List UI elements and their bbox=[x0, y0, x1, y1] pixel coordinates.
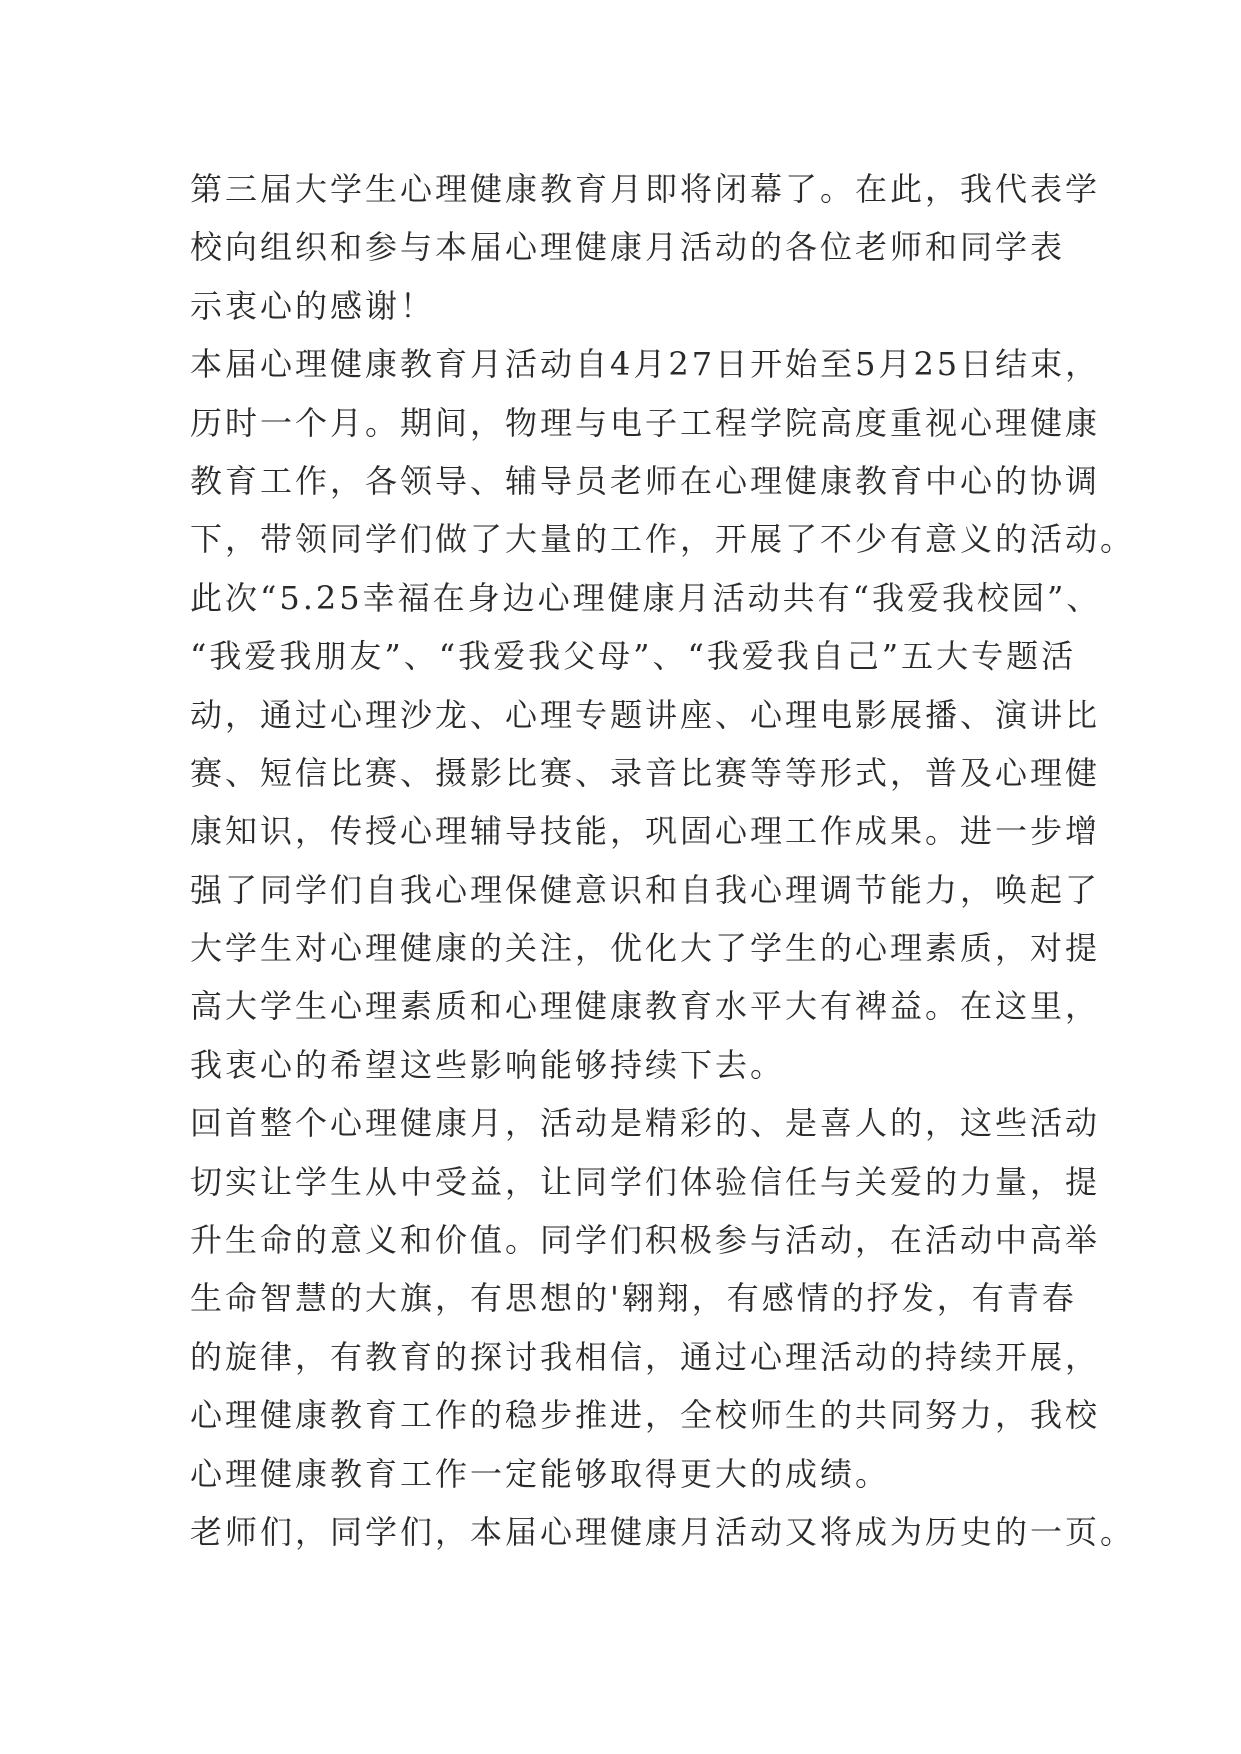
text-line: 心理健康教育工作一定能够取得更大的成绩。 bbox=[190, 1454, 891, 1493]
text-line: 赛、短信比赛、摄影比赛、录音比赛等等形式，普及心理健 bbox=[190, 753, 1101, 792]
text-line: 的旋律，有教育的探讨我相信，通过心理活动的持续开展， bbox=[190, 1337, 1101, 1376]
text-line: 生命智慧的大旗，有思想的'翱翔，有感情的抒发，有青春 bbox=[190, 1279, 1077, 1318]
text-line: 历时一个月。期间，物理与电子工程学院高度重视心理健康 bbox=[190, 403, 1101, 442]
text-line: 强了同学们自我心理保健意识和自我心理调节能力，唤起了 bbox=[190, 870, 1101, 909]
document-body bbox=[190, 160, 1136, 1561]
text-line: 下，带领同学们做了大量的工作，开展了不少有意义的活动。 bbox=[190, 520, 1136, 559]
text-line: 高大学生心理素质和心理健康教育水平大有裨益。在这里， bbox=[190, 987, 1101, 1026]
text-line: 示衷心的感谢！ bbox=[190, 286, 436, 325]
text-line: 老师们，同学们，本届心理健康月活动又将成为历史的一页。 bbox=[190, 1512, 1136, 1551]
text-line: “我爱我朋友”、“我爱我父母”、“我爱我自己”五大专题活 bbox=[190, 637, 1077, 676]
text-line: 大学生对心理健康的关注，优化大了学生的心理素质，对提 bbox=[190, 929, 1101, 968]
text-line: 此次“5.25幸福在身边心理健康月活动共有“我爱我校园”、 bbox=[190, 578, 1102, 617]
text-line: 我衷心的希望这些影响能够持续下去。 bbox=[190, 1045, 786, 1084]
text-line: 校向组织和参与本届心理健康月活动的各位老师和同学表 bbox=[190, 228, 1066, 267]
text-line: 动，通过心理沙龙、心理专题讲座、心理电影展播、演讲比 bbox=[190, 695, 1101, 734]
text-line: 心理健康教育工作的稳步推进，全校师生的共同努力，我校 bbox=[190, 1396, 1101, 1435]
text-line: 第三届大学生心理健康教育月即将闭幕了。在此，我代表学 bbox=[190, 170, 1101, 208]
text-line: 教育工作，各领导、辅导员老师在心理健康教育中心的协调 bbox=[190, 461, 1101, 500]
text-line: 本届心理健康教育月活动自4月27日开始至5月25日结束， bbox=[190, 345, 1101, 384]
text-line: 升生命的意义和价值。同学们积极参与活动，在活动中高举 bbox=[190, 1221, 1101, 1260]
text-line: 回首整个心理健康月，活动是精彩的、是喜人的，这些活动 bbox=[190, 1104, 1101, 1143]
text-line: 康知识，传授心理辅导技能，巩固心理工作成果。进一步增 bbox=[190, 812, 1101, 851]
text-line: 切实让学生从中受益，让同学们体验信任与关爱的力量，提 bbox=[190, 1162, 1101, 1201]
